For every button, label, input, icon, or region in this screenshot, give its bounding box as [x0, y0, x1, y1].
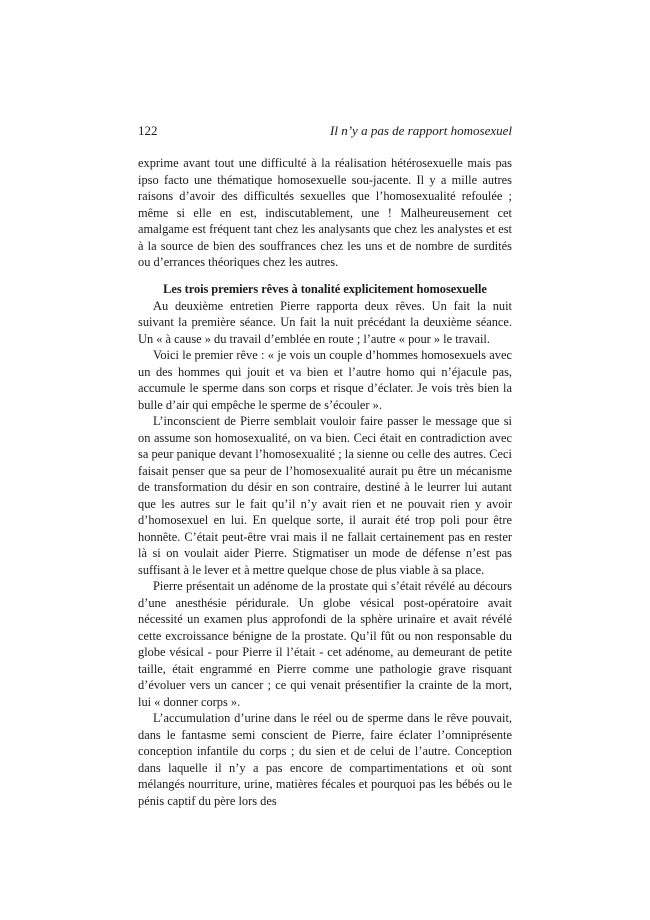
body-text: [138, 155, 512, 809]
page-number: 122: [138, 123, 158, 138]
running-head: [138, 123, 512, 141]
running-title: Il n’y a pas de rapport homosexuel: [330, 123, 512, 138]
paragraph-continued: exprime avant tout une difficulté à la réalisation hétérosexuelle mais pas ipso facto une thématique homosexuelle sou-jacente. Il y a mille autres raisons d’avoir des difficultés sexuelles que l’homosexualité refoulée ; même si elle en est, indiscutablement, une ! Malheureusement cet amalgame est fréquent tant chez les analysants que chez les analystes et est à la source de bien des souffrances chez les uns et de nombre de surdités ou d’errances théoriques chez les autres.: [138, 156, 512, 269]
paragraph: Pierre présentait un adénome de la prostate qui s’était révélé au décours d’une anesthésie péridurale. Un globe vésical post-opératoire avait nécessité un examen plus approfondi de la sphère urinaire et avait révélé cette excroissance bénigne de la prostate. Qu’il fût ou non responsable du globe vésical - pour Pierre il l’était - cet adénome, au demeurant de petite taille, était engrammé en Pierre comme une pathologie grave risquant d’évoluer vers un cancer ; ce qui venait présentifier la crainte de la mort, lui « donner corps ».: [138, 579, 512, 709]
paragraph: L’accumulation d’urine dans le réel ou de sperme dans le rêve pouvait, dans le fantasme semi conscient de Pierre, faire éclater l’omniprésente conception infantile du corps ; du sien et de celui de l’autre. Conception dans laquelle il n’y a pas encore de compartimentations et où sont mélangés nourriture, urine, matières fécales et pourquoi pas les bébés ou le pénis captif du père lors des: [138, 711, 512, 808]
paragraph: Voici le premier rêve : « je vois un couple d’hommes homosexuels avec un des hommes qui jouit et va bien et l’autre homo qui n’éjacule pas, accumule le sperme dans son corps et risque d’éclater. Je vois très bien la bulle d’air qui empêche le sperme de s’écouler ».: [138, 348, 512, 412]
paragraph: L’inconscient de Pierre semblait vouloir faire passer le message que si on assume son homosexualité, on va bien. Ceci était en contradiction avec sa peur panique devant l’homosexualité ; la sienne ou celle des autres. Ceci faisait penser que sa peur de l’homosexualité aurait pu être un mécanisme de transformation du désir en son contraire, destiné à le leurrer lui autant que les autres sur le fait qu’il n’y avait rien et ne pouvait rien y avoir d’homosexuel en lui. En quelque sorte, il aurait été trop poli pour être honnête. C’était peut-être vrai mais il ne fallait certainement pas en rester là si on voulait aider Pierre. Stigmatiser un mode de défense n’est pas suffisant à le lever et à mettre quelque chose de plus viable à sa place.: [138, 414, 512, 577]
section-heading: Les trois premiers rêves à tonalité explicitement homosexuelle: [163, 282, 487, 296]
paragraph: Au deuxième entretien Pierre rapporta deux rêves. Un fait la nuit suivant la première séance. Un fait la nuit précédant la deuxième séance. Un « à cause » du travail d’emblée en route ; l’autre « pour » le travail.: [138, 298, 512, 346]
